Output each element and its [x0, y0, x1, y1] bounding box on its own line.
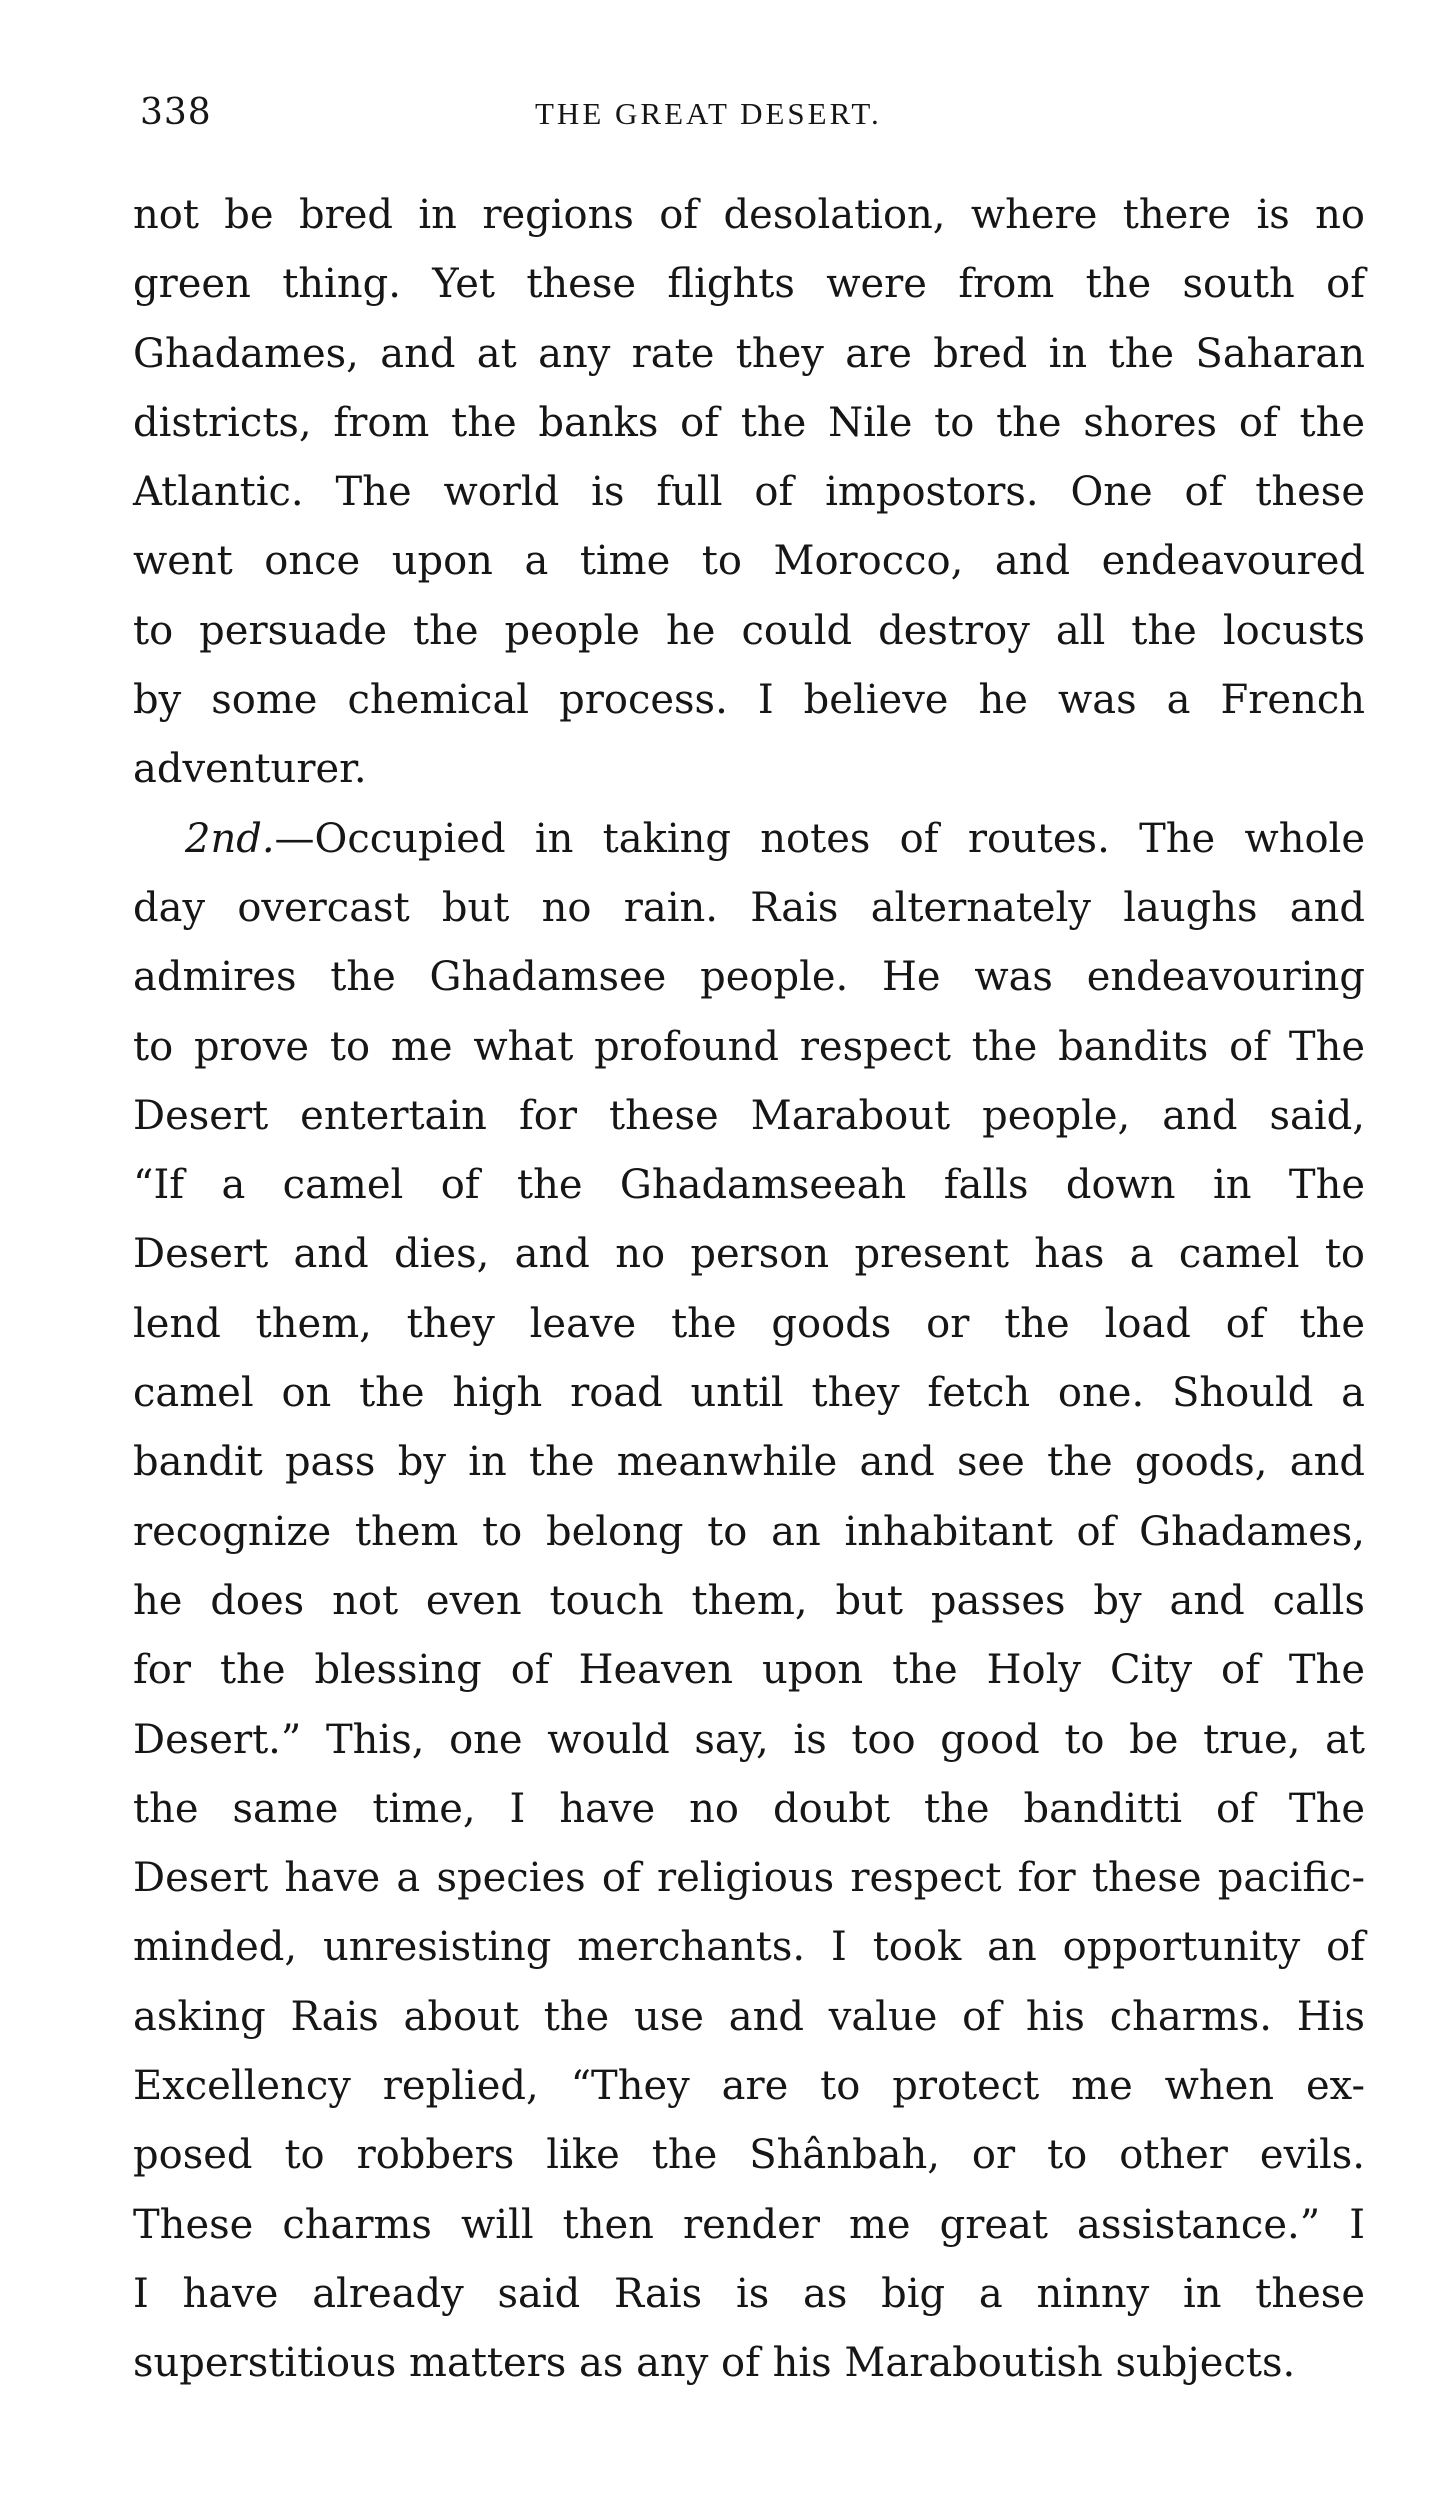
- text-line: he does not even touch them, but passes by and calls: [133, 1577, 1365, 1624]
- text-line: Desert.” This, one would say, is too good to be true, at: [133, 1716, 1365, 1763]
- text-line: adventurer.: [133, 746, 367, 793]
- text-line: green thing. Yet these flights were from the south of: [133, 261, 1365, 308]
- text-line: I have already said Rais is as big a ninny in these: [133, 2270, 1365, 2317]
- paragraph-first-line: [133, 805, 1365, 874]
- text-line: day overcast but no rain. Rais alternately laughs and: [133, 884, 1365, 931]
- text-line: “If a camel of the Ghadamseeah falls down in The: [133, 1162, 1365, 1209]
- text-line: the same time, I have no doubt the banditti of The: [133, 1785, 1365, 1832]
- text-line: These charms will then render me great assistance.” I: [133, 2201, 1365, 2248]
- text-line: not be bred in regions of desolation, where there is no: [133, 192, 1365, 238]
- entry-first-line-text: —Occupied in taking notes of routes. The whole: [274, 815, 1365, 862]
- text-line: Desert have a species of religious respect for these pacific-: [133, 1855, 1365, 1902]
- text-line: districts, from the banks of the Nile to the shores of the: [133, 399, 1365, 446]
- text-line: Desert entertain for these Marabout people, and said,: [133, 1092, 1365, 1139]
- text-line: by some chemical process. I believe he was a French: [133, 677, 1365, 724]
- text-line: camel on the high road until they fetch one. Should a: [133, 1370, 1365, 1417]
- text-line: for the blessing of Heaven upon the Holy City of The: [133, 1647, 1365, 1694]
- text-line: posed to robbers like the Shânbah, or to other evils.: [133, 2132, 1365, 2179]
- text-line: Ghadames, and at any rate they are bred in the Saharan: [133, 330, 1365, 377]
- page-number: 338: [140, 92, 212, 133]
- body-text: [133, 181, 1365, 2399]
- text-line: admires the Ghadamsee people. He was endeavouring: [133, 954, 1365, 1001]
- text-line: to persuade the people he could destroy all the locusts: [133, 607, 1365, 654]
- text-line: Desert and dies, and no person present has a camel to: [133, 1231, 1365, 1278]
- text-line: bandit pass by in the meanwhile and see the goods, and: [133, 1439, 1365, 1486]
- text-line: Excellency replied, “They are to protect me when ex-: [133, 2063, 1365, 2110]
- text-line: recognize them to belong to an inhabitant of Ghadames,: [133, 1508, 1365, 1555]
- running-head: [140, 92, 1360, 140]
- text-line: to prove to me what profound respect the bandits of The: [133, 1023, 1365, 1070]
- text-line: lend them, they leave the goods or the load of the: [133, 1300, 1365, 1347]
- text-line: superstitious matters as any of his Maraboutish subjects.: [133, 2340, 1296, 2387]
- running-title: THE GREAT DESERT.: [535, 96, 882, 131]
- text-line: Atlantic. The world is full of impostors. One of these: [133, 469, 1365, 516]
- entry-date: 2nd.: [185, 815, 275, 862]
- text-line: minded, unresisting merchants. I took an opportunity of: [133, 1924, 1365, 1971]
- text-line: asking Rais about the use and value of his charms. His: [133, 1993, 1365, 2040]
- text-line: went once upon a time to Morocco, and endeavoured: [133, 538, 1365, 585]
